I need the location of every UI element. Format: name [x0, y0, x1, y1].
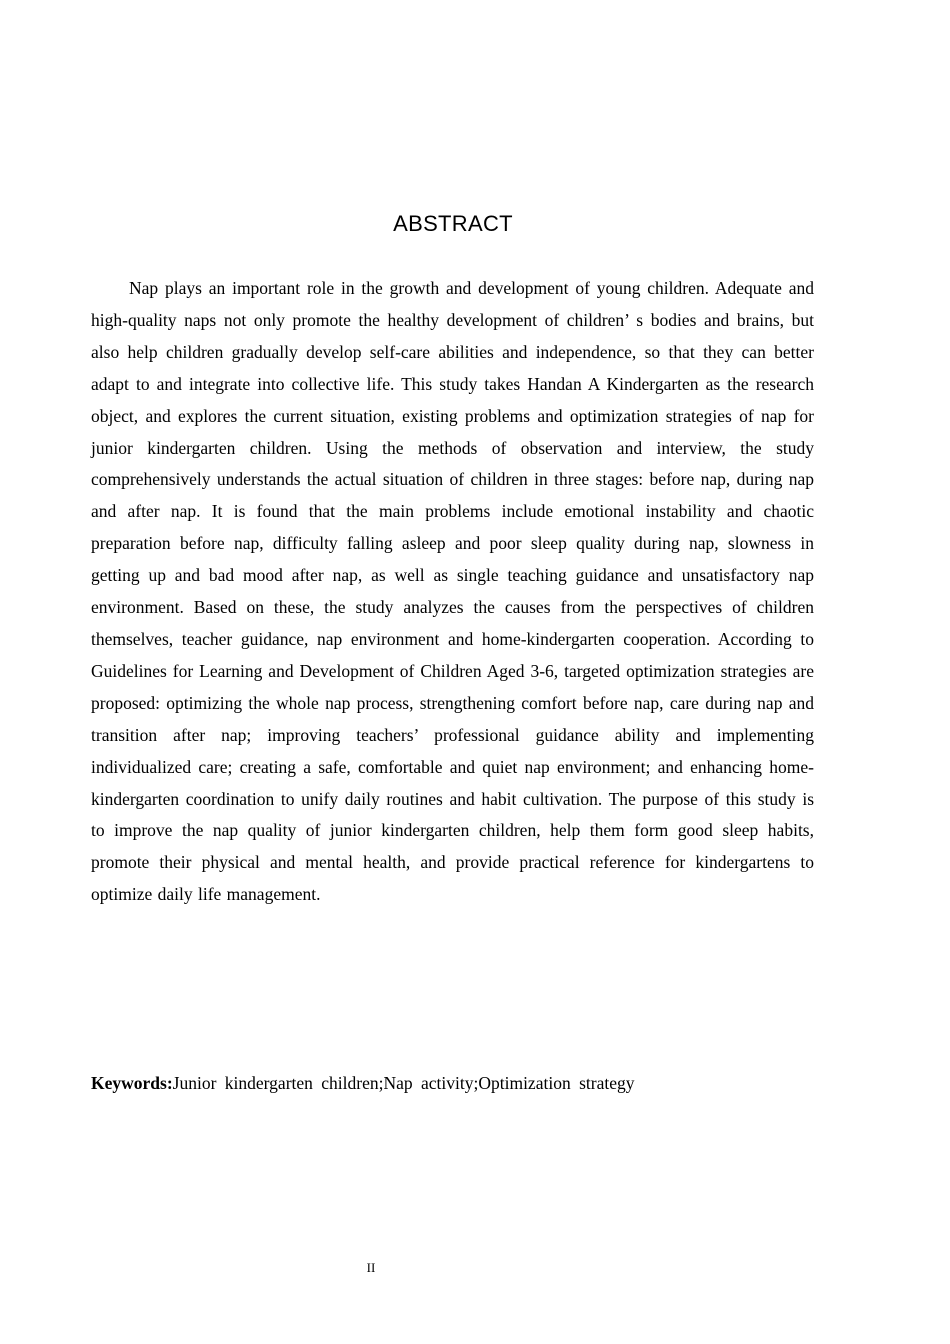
- keywords-line: [91, 1068, 814, 1098]
- abstract-body: Nap plays an important role in the growth and development of young children. Adequate and high-quality naps not only promote the healthy development of children’ s bodies and brains, but also help children gradually develop self-care abilities and independence, so that they can better adapt to and integrate into collective life. This study takes Handan A Kindergarten as the research object, and explores the current situation, existing problems and optimization strategies of nap for junior kindergarten children. Using the methods of observation and interview, the study comprehensively understands the actual situation of children in three stages: before nap, during nap and after nap. It is found that the main problems include emotional instability and chaotic preparation before nap, difficulty falling asleep and poor sleep quality during nap, slowness in getting up and bad mood after nap, as well as single teaching guidance and unsatisfactory nap environment. Based on these, the study analyzes the causes from the perspectives of children themselves, teacher guidance, nap environment and home-kindergarten cooperation. According to Guidelines for Learning and Development of Children Aged 3-6, targeted optimization strategies are proposed: optimizing the whole nap process, strengthening comfort before nap, care during nap and transition after nap; improving teachers’ professional guidance ability and implementing individualized care; creating a safe, comfortable and quiet nap environment; and enhancing home-kindergarten coordination to unify daily routines and habit cultivation. The purpose of this study is to improve the nap quality of junior kindergarten children, help them form good sleep habits, promote their physical and mental health, and provide practical reference for kindergartens to optimize daily life management.: [91, 278, 814, 905]
- keywords-text: Junior kindergarten children;Nap activity;Optimization strategy: [172, 1073, 635, 1093]
- abstract-title: ABSTRACT: [393, 211, 513, 236]
- keywords-label: Keywords:: [91, 1073, 173, 1093]
- page-number: II: [366, 1260, 376, 1275]
